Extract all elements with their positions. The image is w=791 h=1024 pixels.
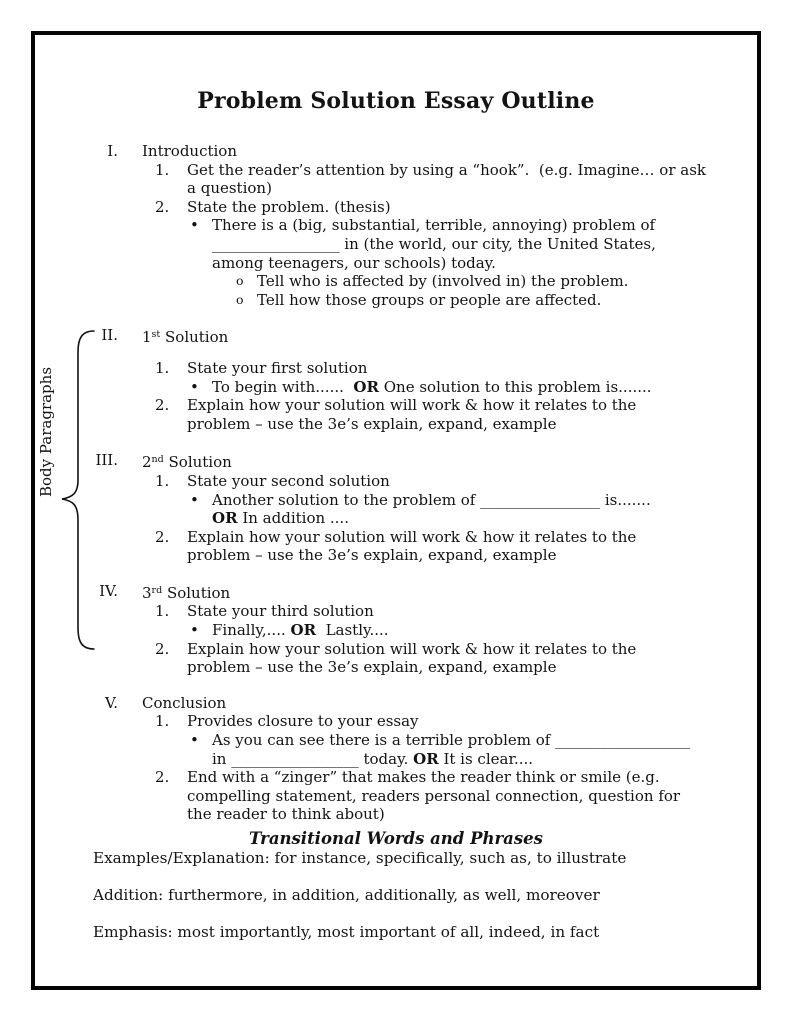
outline-line bbox=[0, 712, 791, 731]
essay-outline bbox=[0, 142, 791, 824]
outline-line bbox=[0, 179, 791, 198]
list-marker: III. bbox=[95, 451, 118, 470]
text-segment: in _________________ today. bbox=[212, 749, 414, 768]
list-marker: IV. bbox=[99, 581, 118, 600]
text-segment: To begin with...... bbox=[212, 377, 354, 396]
list-marker: o bbox=[236, 273, 244, 289]
text-segment: Solution bbox=[163, 453, 232, 472]
outline-line bbox=[0, 142, 791, 161]
text-segment: the reader to think about) bbox=[187, 805, 385, 824]
text-segment: nd bbox=[151, 454, 164, 466]
outline-line bbox=[0, 359, 791, 378]
outline-line bbox=[0, 198, 791, 217]
list-marker: I. bbox=[107, 142, 118, 160]
transitions-heading: Transitional Words and Phrases bbox=[249, 829, 543, 848]
text-segment: 3 bbox=[142, 583, 152, 602]
document-title: Problem Solution Essay Outline bbox=[197, 87, 595, 114]
list-marker: • bbox=[190, 621, 199, 640]
text-segment: In addition .... bbox=[237, 509, 349, 528]
outline-line bbox=[0, 491, 791, 510]
text-segment: _________________ in (the world, our city, the United States, bbox=[212, 234, 656, 253]
transition-line-emphasis: Emphasis: most importantly, most important of all, indeed, in fact bbox=[93, 923, 600, 941]
text-segment: Finally,.... bbox=[212, 621, 291, 640]
outline-line bbox=[0, 451, 791, 472]
outline-line bbox=[0, 731, 791, 750]
outline-line bbox=[0, 272, 791, 291]
text-segment: among teenagers, our schools) today. bbox=[212, 253, 496, 272]
text-segment: OR bbox=[212, 509, 238, 528]
body-paragraphs-label: Body Paragraphs bbox=[37, 366, 55, 498]
text-segment: Introduction bbox=[142, 142, 237, 160]
outline-line bbox=[0, 415, 791, 434]
text-segment: State the problem. (thesis) bbox=[187, 197, 391, 216]
list-marker: 1. bbox=[155, 712, 170, 731]
outline-line bbox=[0, 216, 791, 235]
text-segment: State your first solution bbox=[187, 358, 368, 377]
text-segment: Explain how your solution will work & how it relates to the bbox=[187, 639, 637, 658]
list-marker: • bbox=[190, 377, 199, 396]
text-segment: Conclusion bbox=[142, 693, 227, 712]
list-marker: 2. bbox=[155, 639, 170, 658]
list-marker: II. bbox=[101, 326, 118, 345]
outline-line bbox=[0, 326, 791, 347]
text-segment: Solution bbox=[160, 328, 229, 347]
outline-line bbox=[0, 768, 791, 787]
outline-line bbox=[0, 378, 791, 397]
outline-line bbox=[0, 546, 791, 565]
text-segment: 2 bbox=[142, 453, 152, 472]
text-segment: State your second solution bbox=[187, 471, 390, 490]
outline-line bbox=[0, 254, 791, 273]
outline-line bbox=[0, 396, 791, 415]
text-segment: Explain how your solution will work & how it relates to the bbox=[187, 396, 637, 415]
list-marker: o bbox=[236, 291, 244, 307]
text-segment: Solution bbox=[162, 583, 231, 602]
list-marker: 2. bbox=[155, 527, 170, 546]
list-marker: 2. bbox=[155, 768, 170, 787]
text-segment: OR bbox=[413, 749, 439, 768]
text-segment: As you can see there is a terrible problem of __________________ bbox=[212, 731, 691, 750]
text-segment: OR bbox=[290, 621, 317, 640]
list-marker: • bbox=[190, 490, 199, 509]
text-segment: Provides closure to your essay bbox=[187, 712, 419, 731]
outline-line bbox=[0, 161, 791, 180]
transition-line-addition: Addition: furthermore, in addition, additionally, as well, moreover bbox=[93, 886, 600, 904]
text-segment: compelling statement, readers personal connection, question for bbox=[187, 786, 681, 805]
text-segment: problem – use the 3e’s explain, expand, example bbox=[187, 658, 557, 677]
list-marker: V. bbox=[105, 693, 118, 712]
list-marker: 2. bbox=[155, 197, 170, 216]
text-segment: 1 bbox=[142, 328, 152, 347]
outline-line bbox=[0, 472, 791, 491]
list-marker: • bbox=[190, 731, 199, 750]
text-segment: Get the reader’s attention by using a “hook”. (e.g. Imagine… or ask bbox=[187, 160, 707, 179]
outline-line bbox=[0, 509, 791, 528]
text-segment: rd bbox=[151, 584, 163, 596]
outline-line bbox=[0, 640, 791, 659]
outline-line bbox=[0, 582, 791, 603]
outline-line bbox=[0, 694, 791, 713]
text-segment: Another solution to the problem of ________________ is....... bbox=[212, 490, 651, 509]
list-marker: 2. bbox=[155, 396, 170, 415]
outline-line bbox=[0, 291, 791, 310]
outline-line bbox=[0, 750, 791, 769]
text-segment: It is clear.... bbox=[438, 749, 534, 768]
outline-line bbox=[0, 235, 791, 254]
list-marker: 1. bbox=[155, 471, 170, 490]
text-segment: a question) bbox=[187, 179, 272, 198]
outline-line bbox=[0, 787, 791, 806]
outline-line bbox=[0, 602, 791, 621]
text-segment: Tell who is affected by (involved in) the problem. bbox=[257, 272, 629, 291]
text-segment: One solution to this problem is....... bbox=[378, 377, 652, 396]
text-segment: problem – use the 3e’s explain, expand, example bbox=[187, 414, 557, 433]
text-segment: st bbox=[151, 329, 161, 341]
list-marker: 1. bbox=[155, 602, 170, 621]
list-marker: • bbox=[190, 216, 199, 235]
text-segment: Tell how those groups or people are affected. bbox=[257, 290, 602, 309]
outline-line bbox=[0, 621, 791, 640]
text-segment: Lastly.... bbox=[316, 621, 389, 640]
text-segment: problem – use the 3e’s explain, expand, example bbox=[187, 546, 557, 565]
list-marker: 1. bbox=[155, 358, 170, 377]
text-segment: End with a “zinger” that makes the reader think or smile (e.g. bbox=[187, 768, 660, 787]
text-segment: State your third solution bbox=[187, 602, 374, 621]
outline-line bbox=[0, 658, 791, 677]
outline-line bbox=[0, 805, 791, 824]
text-segment: There is a (big, substantial, terrible, annoying) problem of bbox=[212, 216, 656, 235]
outline-line bbox=[0, 528, 791, 547]
transition-line-examples: Examples/Explanation: for instance, specifically, such as, to illustrate bbox=[93, 849, 627, 867]
text-segment: Explain how your solution will work & how it relates to the bbox=[187, 527, 637, 546]
list-marker: 1. bbox=[155, 160, 170, 179]
text-segment: OR bbox=[353, 377, 379, 396]
